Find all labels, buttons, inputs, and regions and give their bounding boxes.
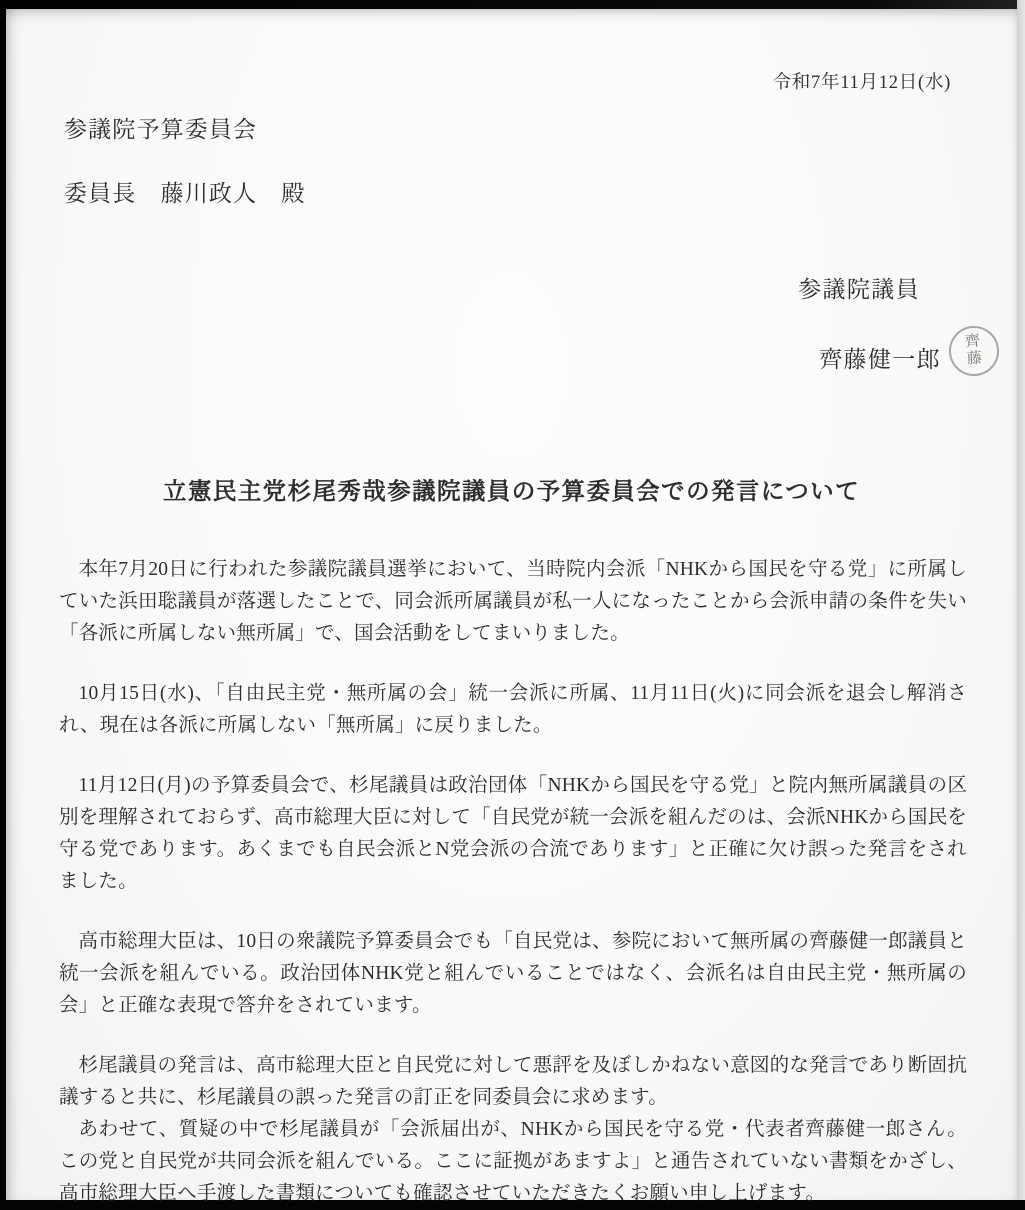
document-title: 立憲民主党杉尾秀哉参議院議員の予算委員会での発言について: [162, 479, 860, 505]
recipient-organization: 参議院予算委員会: [64, 117, 258, 142]
paragraph: 11月12日(月)の予算委員会で、杉尾議員は政治団体「NHKから国民を守る党」と院内無所属議員の区別を理解されておらず、高市総理大臣に対して「自民党が統一会派を組んだのは、会派NHKから国民を守る党であります。あくまでも自民会派とN党会派の合流であります」と正確に欠け誤った発言をされました。: [59, 775, 967, 892]
seal-char-bottom: 藤: [966, 350, 984, 368]
document-date: 令和7年11月12日(水): [772, 73, 951, 93]
paragraph: 本年7月20日に行われた参議院議員選挙において、当時院内会派「NHKから国民を守る党」に所属していた浜田聡議員が落選したことで、同会派所属議員が私一人になったことから会派申請の条件を失い「各派に所属しない無所属」で、国会活動をしてまいりました。: [59, 559, 967, 644]
paragraph: 高市総理大臣は、10日の衆議院予算委員会でも「自民党は、参院において無所属の齊藤健一郎議員と統一会派を組んでいる。政治団体NHK党と組んでいることではなく、会派名は自由民主党・無所属の会」と正確な表現で答弁をされています。: [59, 931, 967, 1016]
seal-char-top: 齊: [964, 333, 981, 351]
document-body: [6, 554, 1017, 1210]
paragraph: あわせて、質疑の中で杉尾議員が「会派届出が、NHKから国民を守る党・代表者齊藤健一郎さん。この党と自民党が共同会派を組んでいる。ここに証拠があますよ」と通告されていない書類をかざし、高市総理大臣へ手渡した書類についても確認させていただきたくお願い申し上げます。: [59, 1119, 967, 1204]
personal-seal: [946, 323, 1002, 379]
sender-name: 齊藤健一郎: [819, 346, 941, 372]
photo-edge-strip: [1017, 0, 1025, 1200]
sender-title: 参議院議員: [798, 277, 920, 302]
sender-row: [6, 332, 1017, 388]
paragraph: 杉尾議員の発言は、高市総理大臣と自民党に対して悪評を及ぼしかねない意図的な発言であり断固抗議すると共に、杉尾議員の誤った発言の訂正を同委員会に求めます。: [59, 1055, 967, 1108]
recipient-name-line: 委員長 藤川政人 殿: [64, 181, 306, 206]
paragraph: 10月15日(水)、「自由民主党・無所属の会」統一会派に所属、11月11日(火)に同会派を退会し解消され、現在は各派に所属しない「無所属」に戻りました。: [59, 683, 967, 736]
letter-page: [6, 9, 1017, 1204]
